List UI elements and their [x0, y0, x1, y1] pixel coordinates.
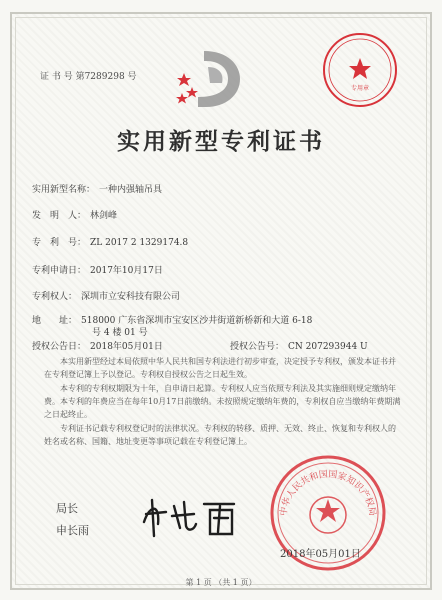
svg-text:专用章: 专用章 [350, 85, 370, 92]
svg-text:中华人民共和国国家知识产权局: 中华人民共和国国家知识产权局 [278, 469, 378, 517]
paragraph-text: 专利证书记载专利权登记时的法律状况。专利权的转移、质押、无效、终止、恢复和专利权人的姓名或名称、国籍、地址变更等事项记载在专利登记簿上。 [44, 424, 396, 446]
field-patentee [32, 289, 180, 302]
field-value: 一种内强轴吊具 [99, 185, 163, 195]
field-label: 专 利 号： [32, 238, 87, 248]
page-footer: 第 1 页 （共 1 页） [185, 578, 257, 587]
paragraph-text: 本实用新型经过本局依照中华人民共和国专利法进行初步审查，决定授予专利权，颁发本证书并在专利登记簿上予以登记。专利权自授权公告之日起生效。 [44, 357, 396, 379]
field-value: CN 207293944 U [288, 342, 368, 352]
field-value: 深圳市立安科技有限公司 [81, 292, 181, 302]
field-label: 授权公告号： [230, 342, 285, 352]
paragraph-status [44, 422, 402, 448]
top-seal-icon [320, 30, 400, 110]
signatory-block [56, 498, 89, 542]
page-title: 实用新型专利证书 [117, 128, 325, 155]
certificate-number: 证 书 号 第7289298 号 [40, 72, 137, 82]
field-address [32, 313, 312, 326]
field-grant-date [32, 339, 163, 352]
field-value: 号 4 楼 01 号 [92, 328, 148, 338]
paragraph-text: 本专利的专利权期限为十年，自申请日起算。专利权人应当依照专利法及其实施细则规定缴纳年费。本专利的年费应当在每年10月17日前缴纳。未按照规定缴纳年费的，专利权自应当缴纳年费期满之日起终止。 [44, 384, 401, 419]
field-label: 专利申请日： [32, 266, 87, 276]
field-value: 林剑峰 [90, 211, 118, 221]
field-label: 地 址： [32, 316, 78, 326]
handwritten-signature-icon [136, 492, 246, 542]
field-grant-number [230, 339, 368, 352]
field-inventor [32, 208, 117, 221]
field-application-date [32, 263, 163, 276]
field-value: ZL 2017 2 1329174.8 [90, 238, 189, 248]
field-patent-number [32, 235, 188, 248]
bottom-date: 2018年05月01日 [280, 549, 361, 560]
field-label: 专利权人： [32, 292, 78, 302]
field-address-line2 [88, 325, 148, 338]
field-value: 518000 广东省深圳市宝安区沙井街道新桥新和大道 6-18 [81, 316, 313, 326]
paragraph-grant [44, 355, 402, 381]
field-value: 2017年10月17日 [90, 266, 163, 276]
paragraph-term [44, 382, 402, 421]
signatory-name: 申长雨 [56, 524, 89, 537]
field-value: 2018年05月01日 [90, 342, 163, 352]
field-label: 实用新型名称： [32, 185, 96, 195]
field-label: 发 明 人： [32, 211, 87, 221]
signatory-title: 局长 [56, 502, 78, 515]
patent-office-logo-icon [168, 47, 248, 115]
field-label: 授权公告日： [32, 342, 87, 352]
field-utility-model-name [32, 182, 162, 195]
